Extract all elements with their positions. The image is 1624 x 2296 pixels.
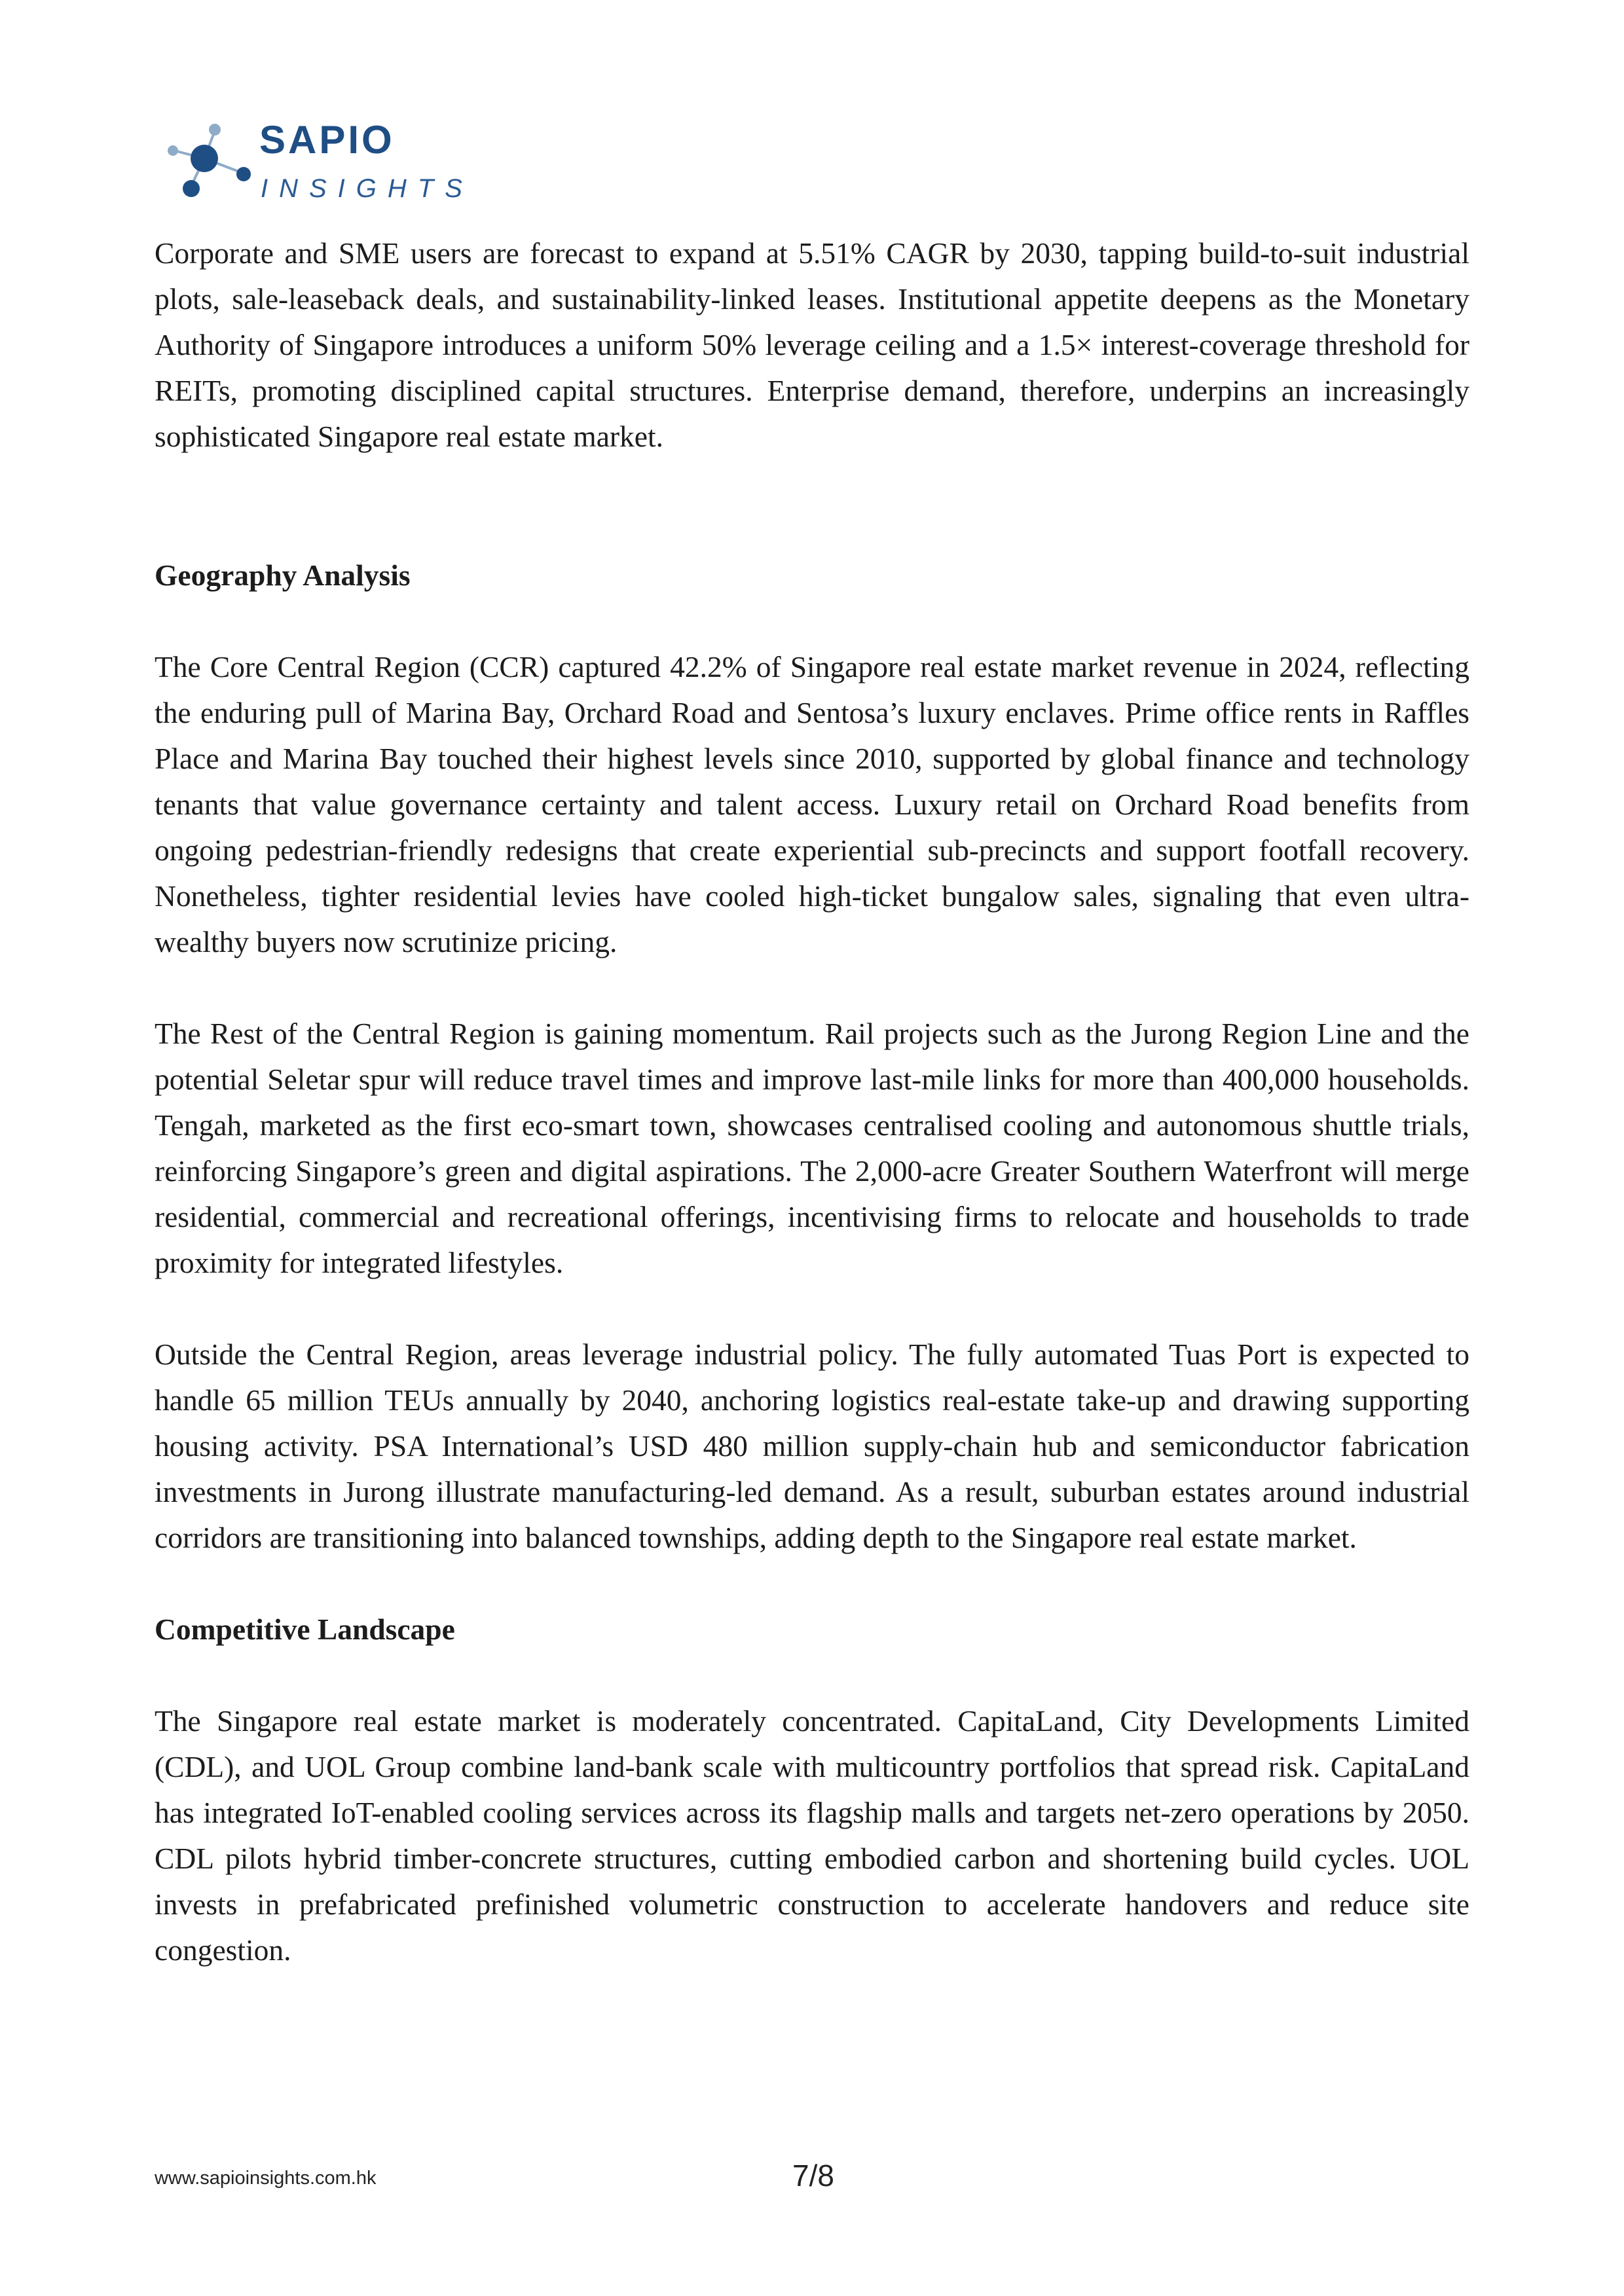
paragraph-outside-central-region: Outside the Central Region, areas leverage industrial policy. The fully automated Tuas Port is expected to handle 65 million TEUs annually by 2040, anchoring logistics real-estate take-up and drawing supporting housing activity. PSA International’s USD 480 million supply-chain hub and semiconductor fabrication investments in Jurong illustrate manufacturing-led demand. As a result, suburban estates around industrial corridors are transitioning into balanced townships, adding depth to the Singapore real estate market.	[155, 1338, 1469, 1554]
paragraph-competitive-landscape: The Singapore real estate market is moderately concentrated. CapitaLand, City Developments Limited (CDL), and UOL Group combine land-bank scale with multicountry portfolios that spread risk. CapitaLand has integrated IoT-enabled cooling services across its flagship malls and targets net-zero operations by 2050. CDL pilots hybrid timber-concrete structures, cutting embodied carbon and shortening build cycles. UOL invests in prefabricated prefinished volumetric construction to accelerate handovers and reduce site congestion.	[155, 1704, 1469, 1967]
paragraph-enterprise-demand: Corporate and SME users are forecast to expand at 5.51% CAGR by 2030, tapping build-to-suit industrial plots, sale-leaseback deals, and sustainability-linked leases. Institutional appetite deepens as the Monetary Authority of Singapore introduces a uniform 50% leverage ceiling and a 1.5× interest-coverage threshold for REITs, promoting disciplined capital structures. Enterprise demand, therefore, underpins an increasingly sophisticated Singapore real estate market.	[155, 236, 1469, 453]
heading-geography-analysis: Geography Analysis	[155, 558, 411, 592]
heading-competitive-landscape: Competitive Landscape	[155, 1613, 455, 1646]
logo-wordmark: SAPIO	[259, 118, 395, 162]
logo-subtitle: INSIGHTS	[261, 174, 473, 203]
footer-url: www.sapioinsights.com.hk	[155, 2168, 377, 2189]
page-number: 7/8	[792, 2159, 834, 2193]
paragraph-core-central-region: The Core Central Region (CCR) captured 42.2% of Singapore real estate market revenue in 2024, reflecting the enduring pull of Marina Bay, Orchard Road and Sentosa’s luxury enclaves. Prime office rents in Raffles Place and Marina Bay touched their highest levels since 2010, supported by global finance and technology tenants that value governance certainty and talent access. Luxury retail on Orchard Road benefits from ongoing pedestrian-friendly redesigns that create experiential sub-precincts and support footfall recovery. Nonetheless, tighter residential levies have cooled high-ticket bungalow sales, signaling that even ultra-wealthy buyers now scrutinize pricing.	[155, 650, 1469, 958]
paragraph-rest-of-central-region: The Rest of the Central Region is gaining momentum. Rail projects such as the Jurong Region Line and the potential Seletar spur will reduce travel times and improve last-mile links for more than 400,000 households. Tengah, marketed as the first eco-smart town, showcases centralised cooling and autonomous shuttle trials, reinforcing Singapore’s green and digital aspirations. The 2,000-acre Greater Southern Waterfront will merge residential, commercial and recreational offerings, incentivising firms to relocate and households to trade proximity for integrated lifestyles.	[155, 1017, 1469, 1279]
document-body	[155, 230, 1469, 1973]
sapio-insights-logo	[165, 111, 506, 210]
molecule-logo-icon	[165, 119, 263, 202]
